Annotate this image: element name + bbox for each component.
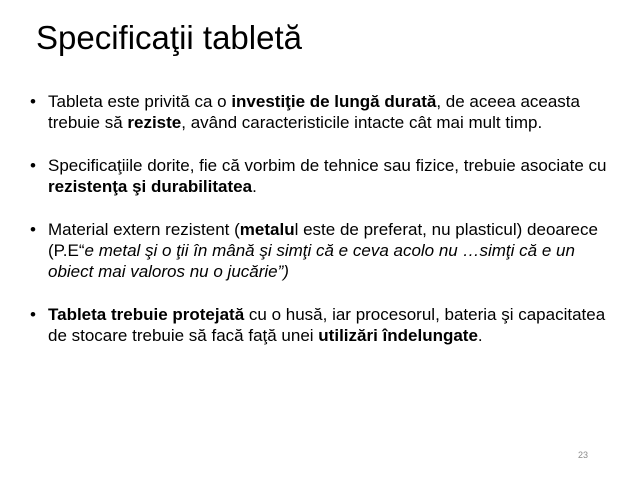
text-run: , având caracteristicile intacte cât mai mult timp. bbox=[181, 113, 543, 132]
text-run: . bbox=[477, 326, 483, 345]
page-number: 23 bbox=[578, 450, 589, 460]
bullet-text bbox=[48, 220, 598, 281]
text-run: rezistenţa şi durabilitatea bbox=[48, 177, 253, 196]
bullet-item bbox=[30, 219, 615, 282]
bullet-marker: • bbox=[30, 92, 36, 111]
text-run: Tableta trebuie protejată bbox=[48, 305, 245, 324]
text-run: cu o husă, iar procesorul, bateria şi capacitatea de stocare trebuie să facă faţă unei bbox=[48, 305, 606, 345]
bullet-text bbox=[48, 156, 606, 196]
bullet-item bbox=[30, 155, 615, 197]
text-run: reziste bbox=[127, 113, 182, 132]
text-run: metalu bbox=[239, 220, 295, 239]
text-run: l este de preferat, nu plasticul) deoarece (P.E“ bbox=[48, 220, 598, 260]
bullet-text bbox=[48, 92, 580, 132]
bullet-list bbox=[30, 91, 615, 346]
text-run: e metal şi o ţii în mână şi simţi că e ceva acolo nu …simţi că e un obiect mai valoros nu o jucărie”) bbox=[48, 241, 575, 281]
text-run: investiţie de lungă durată bbox=[231, 92, 437, 111]
bullet-item bbox=[30, 304, 615, 346]
text-run: , de aceea aceasta trebuie să bbox=[48, 92, 580, 132]
text-run: Specificaţiile dorite, fie că vorbim de tehnice sau fizice, trebuie asociate cu bbox=[48, 156, 607, 175]
text-run: Material extern rezistent ( bbox=[48, 220, 240, 239]
bullet-marker: • bbox=[30, 305, 36, 324]
slide-title: Specificaţii tabletă bbox=[36, 19, 302, 56]
bullet-item bbox=[30, 91, 615, 133]
bullet-marker: • bbox=[30, 156, 36, 175]
text-run: utilizări îndelungate bbox=[318, 326, 478, 345]
bullet-marker: • bbox=[30, 220, 36, 239]
text-run: . bbox=[252, 177, 257, 196]
bullet-text bbox=[48, 305, 605, 345]
text-run: Tableta este privită ca o bbox=[48, 92, 232, 111]
